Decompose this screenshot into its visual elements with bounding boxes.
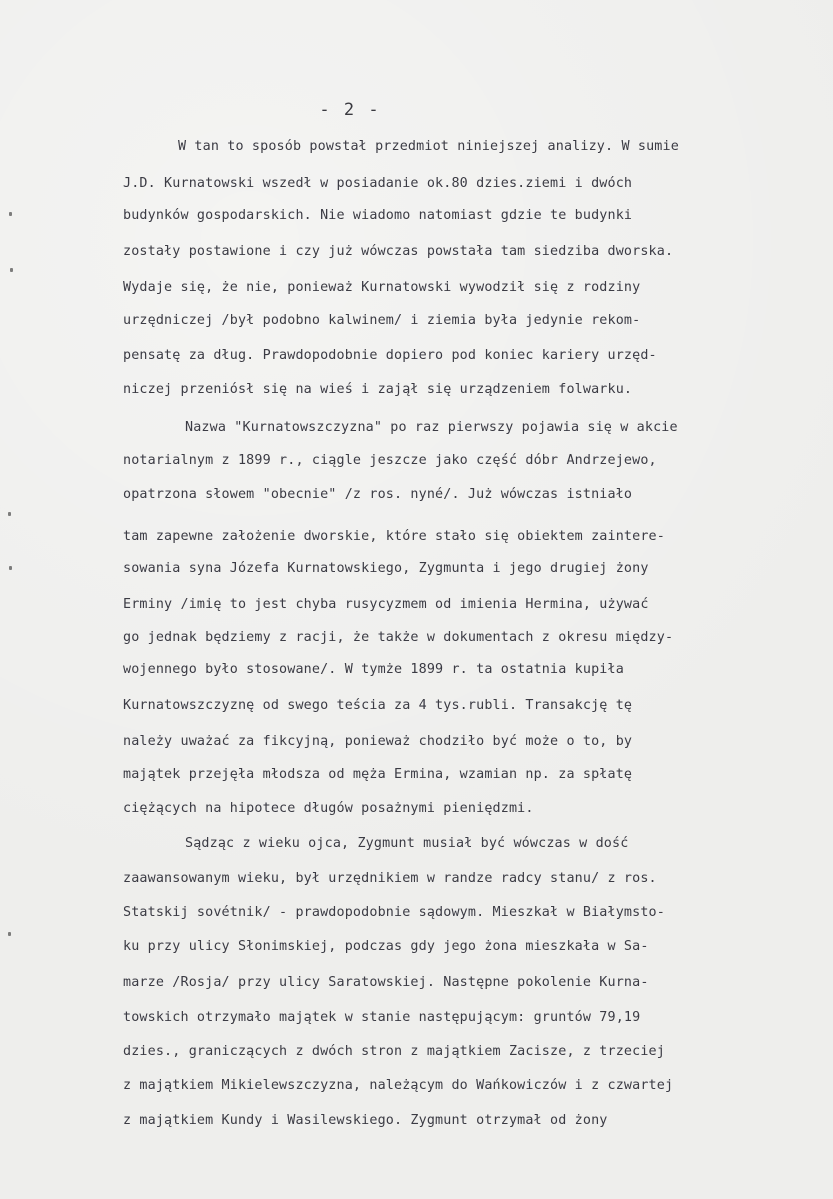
text-line: majątek przejęła młodsza od męża Ermina, wzamian np. za spłatę [123, 767, 633, 782]
text-line: opatrzona słowem "obecnie" /z ros. nyné/. Już wówczas istniało [123, 487, 633, 502]
text-line: urzędniczej /był podobno kalwinem/ i ziemia była jedynie rekom- [123, 313, 641, 328]
margin-mark [8, 932, 11, 936]
text-line: sowania syna Józefa Kurnatowskiego, Zygmunta i jego drugiej żony [123, 561, 649, 576]
margin-mark [10, 268, 13, 272]
text-line: Kurnatowszczyznę od swego teścia za 4 tys.rubli. Transakcję tę [123, 698, 633, 713]
text-line: z majątkiem Kundy i Wasilewskiego. Zygmunt otrzymał od żony [123, 1113, 608, 1128]
text-line: zostały postawione i czy już wówczas powstała tam siedziba dworska. [123, 244, 674, 259]
text-line: Statskij sovétnik/ - prawdopodobnie sądowym. Mieszkał w Białymsto- [123, 905, 665, 920]
text-line: Wydaje się, że nie, ponieważ Kurnatowski wywodził się z rodziny [123, 280, 641, 295]
text-line: niczej przeniósł się na wieś i zajął się urządzeniem folwarku. [123, 382, 633, 397]
text-line: tam zapewne założenie dworskie, które stało się obiektem zaintere- [123, 529, 665, 544]
text-line: należy uważać za fikcyjną, ponieważ chodziło być może o to, by [123, 734, 633, 749]
text-line: ku przy ulicy Słonimskiej, podczas gdy jego żona mieszkała w Sa- [123, 939, 649, 954]
text-line: z majątkiem Mikielewszczyzna, należącym do Wańkowiczów i z czwartej [123, 1078, 674, 1093]
text-line: zaawansowanym wieku, był urzędnikiem w randze radcy stanu/ z ros. [123, 871, 657, 886]
text-line: Nazwa "Kurnatowszczyzna" po raz pierwszy pojawia się w akcie [185, 420, 678, 435]
text-line: Sądząc z wieku ojca, Zygmunt musiał być wówczas w dość [185, 836, 629, 851]
text-line: W tan to sposób powstał przedmiot niniejszej analizy. W sumie [178, 139, 679, 154]
text-line: towskich otrzymało majątek w stanie następującym: gruntów 79,19 [123, 1010, 641, 1025]
text-line: wojennego było stosowane/. W tymże 1899 r. ta ostatnia kupiła [123, 662, 624, 677]
text-line: dzies., graniczących z dwóch stron z majątkiem Zacisze, z trzeciej [123, 1044, 665, 1059]
text-line: Erminy /imię to jest chyba rusycyzmem od imienia Hermina, używać [123, 597, 649, 612]
margin-mark [9, 212, 12, 216]
text-line: pensatę za dług. Prawdopodobnie dopiero pod koniec kariery urzęd- [123, 348, 657, 363]
margin-mark [9, 566, 12, 570]
text-line: go jednak będziemy z racji, że także w dokumentach z okresu między- [123, 630, 674, 645]
text-line: ciężących na hipotece długów posażnymi pieniędzmi. [123, 801, 534, 816]
text-line: budynków gospodarskich. Nie wiadomo natomiast gdzie te budynki [123, 208, 633, 223]
margin-mark [8, 512, 11, 516]
page-number: - 2 - [319, 100, 381, 120]
text-line: notarialnym z 1899 r., ciągle jeszcze jako część dóbr Andrzejewo, [123, 453, 657, 468]
text-line: J.D. Kurnatowski wszedł w posiadanie ok.80 dzies.ziemi i dwóch [123, 176, 633, 191]
text-line: marze /Rosja/ przy ulicy Saratowskiej. Następne pokolenie Kurna- [123, 975, 649, 990]
